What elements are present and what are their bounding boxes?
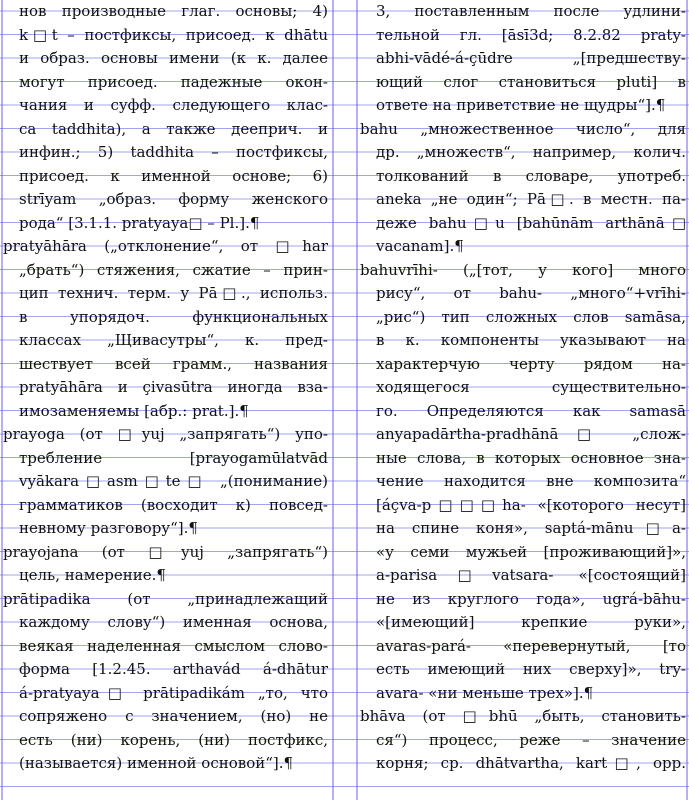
right-column-line: на спине коня», saptá-mānu□a- <box>376 519 686 537</box>
right-column-line: avaras-pará- «перевернутый, [то <box>376 636 686 655</box>
left-column-line: сопряжено с значением, (но) не <box>19 707 328 725</box>
right-column-line: a-parisa□vatsara- «[состоящий] <box>376 566 686 584</box>
left-column-line: инфин.; 5) taddhita – постфиксы, <box>19 143 328 161</box>
right-column-line: не из круглого года», ugrá-bāhu- <box>376 589 686 608</box>
left-column-line: strīyam „образ. форму женского <box>19 190 328 208</box>
left-column-line: prayoga (от □yuj „запрягать“) упо- <box>3 425 328 443</box>
right-column-line: bahu „множественное число“, для <box>360 119 686 138</box>
right-column-line: толкований в словаре, употреб. <box>376 166 686 185</box>
right-column-line: рису“, от bahu- „много“+vrīhi- <box>376 284 686 302</box>
right-column-line: «у семи мужьей [проживающий]», <box>376 542 686 561</box>
left-column-line: в упорядоч. функциональных <box>19 307 328 326</box>
right-column-line: ющий слог становиться pluti] в <box>376 72 686 91</box>
left-column-line: шествует всей грамм., названия <box>19 354 328 373</box>
right-column-line: aneka „не один“; Pā□. в местн. па- <box>376 190 686 208</box>
left-column-line: цип технич. терм. у Pā□., использ. <box>19 284 328 302</box>
left-column-line: чания и суфф. следующего клас- <box>19 96 328 114</box>
right-column-line: anyapadārtha-pradhānā□ „слож- <box>376 425 686 443</box>
left-column-line: (называется) именной основой“].¶ <box>19 754 294 772</box>
left-column-line: prayojana (от □yuj „запрягать“) <box>3 542 328 561</box>
left-column-line: á-pratyaya□ prātipadikám „то, что <box>19 683 328 702</box>
right-column-line: деже bahu□u [bahūnām arthānā□ <box>376 213 686 232</box>
left-column-line: каждому слову“) именная основа, <box>19 613 328 631</box>
right-column-line: чение находится вне композита“ <box>376 472 686 490</box>
right-column-line: avara- «ни меньше трех»].¶ <box>376 683 594 702</box>
left-column-line: требление [prayogamūlatvād <box>19 448 328 467</box>
right-column-line: характерчую черту рядом на- <box>376 354 686 373</box>
right-column-line: bhāva (от □bhū „быть, становить- <box>360 707 686 725</box>
right-column-line: тельной гл. [āsī3d; 8.2.82 praty- <box>376 25 686 44</box>
left-column-line: k□t – постфиксы, присоед. к dhātu <box>19 25 328 44</box>
left-column <box>3 0 328 800</box>
left-column-line: рода“ [3.1.1. pratyaya□ – Pl.].¶ <box>19 213 260 232</box>
left-column-line: pratyāhāra и çivasūtra иногда вза- <box>19 378 328 396</box>
right-column-line: abhi-vādé-á-çūdre „[предшеству- <box>376 49 686 67</box>
right-column-line: в к. компоненты указывают на <box>376 331 686 349</box>
right-column-line: др. „множеств“, например, колич. <box>376 143 686 161</box>
left-column-line: есть (ни) корень, (ни) постфикс, <box>19 730 328 749</box>
left-column-line: „брать“) стяжения, сжатие – прин- <box>19 260 328 279</box>
left-column-line: имозаменяемы [абр.: prat.].¶ <box>19 401 249 420</box>
left-column-line: са taddhita), а также дееприч. и <box>19 119 328 138</box>
right-column-line: го. Определяются как samasā <box>376 401 686 420</box>
right-column-line: ответе на приветствие не щудры“].¶ <box>376 96 666 114</box>
right-column <box>360 0 686 800</box>
left-column-line: prātipadika (от „принадлежащий <box>3 589 328 608</box>
left-column-line: цель, намерение.¶ <box>19 566 166 584</box>
left-column-line: веякая наделенная смыслом слово- <box>19 636 328 655</box>
right-column-line: ся“) процесс, реже – значение <box>376 730 686 749</box>
left-column-line: присоед. к именной основе; 6) <box>19 166 328 185</box>
right-column-line: ходящегося существительно- <box>376 378 686 396</box>
right-column-line: [áçva-p□□□ha- «[которого несут] <box>376 495 686 514</box>
left-column-line: классах „Щивасутры“, к. пред- <box>19 331 328 349</box>
right-column-line: vacanam].¶ <box>376 237 464 255</box>
right-column-line: корня; ср. dhātvartha, kart□, орр. <box>376 754 686 772</box>
right-column-line: 3, поставленным после удлини- <box>376 2 686 20</box>
right-column-line: ные слова, в которых основное зна- <box>376 448 686 467</box>
left-column-line: vyākara□asm□te□ „(понимание) <box>19 472 328 490</box>
left-column-line: невному разговору“].¶ <box>19 519 198 537</box>
left-column-line: и образ. основы имени (к к. далее <box>19 49 328 67</box>
left-column-line: нов производные глаг. основы; 4) <box>19 2 328 20</box>
left-column-line: могут присоед. падежные окон- <box>19 72 328 91</box>
left-column-line: грамматиков (восходит к) повсед- <box>19 495 328 514</box>
right-column-line: «[имеющий] крепкие руки», <box>376 613 686 631</box>
left-column-line: форма [1.2.45. arthavád á-dhātur <box>19 660 328 678</box>
left-column-line: pratyāhāra („отклонение“, от □har <box>3 237 328 255</box>
right-column-line: bahuvrīhi- („[тот, у кого] много <box>360 260 686 279</box>
right-column-line: есть имеющий них сверху]», try- <box>376 660 686 678</box>
right-column-line: „рис“) тип сложных слов samāsa, <box>376 307 686 326</box>
